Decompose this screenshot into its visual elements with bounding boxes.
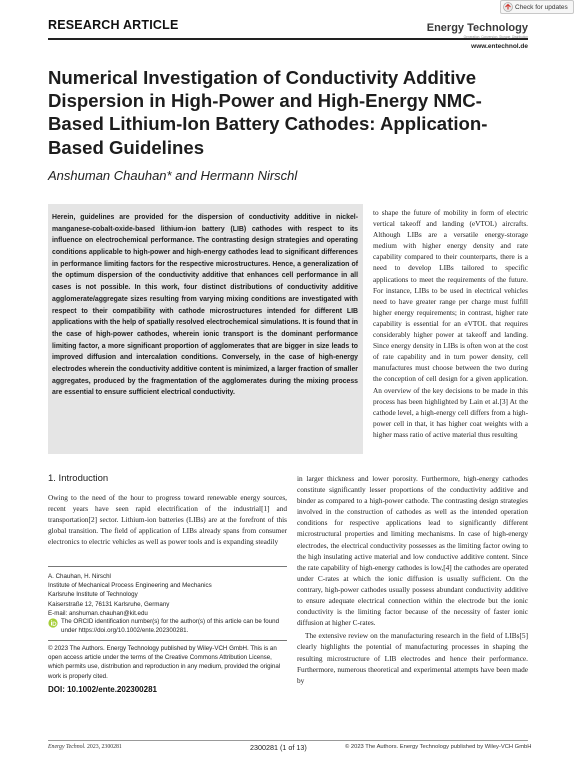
journal-name: Energy Technology xyxy=(426,22,528,34)
copyright-notice: © 2023 The Authors. Energy Technology published by Wiley-VCH GmbH. This is an open access article under the terms of the Creative Commons Attribution License, which permits use, distribution and reproduction in any medium, provided the original work is properly cited. xyxy=(48,645,281,680)
body-paragraph: in larger thickness and lower porosity. Furthermore, high-energy cathodes constitute significantly lesser proportions of the conductivity additive and binder as compared to a high-power cathode. The contrasting design strategies involved in the construction of cathodes as well as the intended operation conditions for respective applications lead to significantly different microstructural properties and limiting mechanisms. In case of high-energy electrodes, the electrical conductivity possesses as the limiting factor owing to the high insulating active material and low conductive additive content. Since the rate capability of high-energy cathodes is low,[4] the cathodes are operated under C-rates at which the ionic diffusion is usually sufficient. On the contrary, high-power cathodes usually possess abundant conductivity additive to ensure adequate electrical connection within the electrode but the ionic conductivity is the limiting factor because of the necessity of faster ionic diffusion at higher C-rates. xyxy=(297,474,528,628)
affiliation-line: A. Chauhan, H. Nirschl xyxy=(48,573,111,580)
right-column-top-text: to shape the future of mobility in form of electric vertical takeoff and landing (eVTOL) aircrafts. Although LIBs are a versatile energy-storage medium with higher energy density and rate capability compared to their counterparts, there is a need to develop LIBs tailored to specific applications to meet the requirements of the future. For instance, LIBs to be used in electrical vehicles need to have greater range per charge must fulfill higher energy requirements; in contrast, higher rate capability is essential for an eVTOL that requires considerably higher power at takeoff and landing. Since energy density in LIBs is often won at the cost of rate capability and in turn power density, cell manufactures must choose between the two during the conception of cell design for a given application. An overview of the key decisions to be made in this process has been highlighted by Lain et al.[3] At the cathode level, a high-energy cell differs from a high-power cell in that, it has higher coat weights with a higher mass ratio of active material thus resulting xyxy=(373,208,528,439)
section-label: RESEARCH ARTICLE xyxy=(48,18,179,32)
check-for-updates-button[interactable] xyxy=(500,0,574,14)
author-list: Anshuman Chauhan* and Hermann Nirschl xyxy=(48,168,298,183)
section-heading-introduction: 1. Introduction xyxy=(48,473,109,484)
author-email[interactable]: E-mail: anshuman.chauhan@kit.edu xyxy=(48,609,148,617)
footer-rule xyxy=(48,740,528,741)
right-column-main-text xyxy=(297,473,528,686)
header-rule xyxy=(48,38,528,40)
check-updates-label: Check for updates xyxy=(515,3,568,11)
footer-rights: © 2023 The Authors. Energy Technology published by Wiley-VCH GmbH xyxy=(345,744,532,750)
footer-citation xyxy=(48,744,122,750)
article-title: Numerical Investigation of Conductivity Additive Dispersion in High-Power and High-Energy NMC-Based Lithium-Ion Battery Cathodes: Application-Based Guidelines xyxy=(48,67,488,158)
affiliation-line: Kaiserstraße 12, 76131 Karlsruhe, Germany xyxy=(48,600,170,608)
affiliation-block xyxy=(48,572,287,618)
affiliation-divider xyxy=(48,566,287,567)
introduction-text: Owing to the need of the hour to progress toward renewable energy sources, recent years have seen rapid electrification of the industrial[1] and transportation[2] sector. Lithium-ion batteries (LIBs) are at the forefront of this global transition. The field of application of LIBs already spans from consumer electronics to electric vehicles as well as power tools and is expanding steadily xyxy=(48,493,287,547)
affiliation-line: Karlsruhe Institute of Technology xyxy=(48,591,138,599)
journal-tagline: Generation, Conversion, Storage, Distribution xyxy=(463,35,528,39)
footer-journal-abbrev: Energy Technol. xyxy=(48,744,86,750)
orcid-icon xyxy=(48,618,58,628)
body-paragraph: The extensive review on the manufacturing research in the field of LIBs[5] clearly highlights the potential of manufacturing processes in shaping the resulting microstructure of LIB electrodes and hence their performance. Furthermore, numerous theoretical and experimental attempts have been made by xyxy=(297,631,528,685)
footer-year-page: 2023, 2300281 xyxy=(85,744,122,750)
doi-link[interactable]: DOI: 10.1002/ente.202300281 xyxy=(48,685,157,694)
check-updates-icon xyxy=(503,2,513,12)
orcid-text[interactable]: The ORCID identification number(s) for the author(s) of this article can be found under https://doi.org/10.1002/ente.202300281. xyxy=(61,618,280,635)
affiliation-line: Institute of Mechanical Process Engineering and Mechanics xyxy=(48,582,212,590)
journal-url[interactable]: www.entechnol.de xyxy=(471,43,528,50)
abstract-text: Herein, guidelines are provided for the dispersion of conductivity additive in nickel-manganese-cobalt-oxide-based lithium-ion battery (LIB) cathodes with respect to its influence on electrochemical performance. The contrasting design strategies and operating conditions applicable to high-power and high-energy cathodes lead to significant differences in performance limiting factors for the respective microstructures. Hence, a generalization of the optimum dispersion of the conductivity additive that enhances cell performance in all cases is not possible. In this work, four distinct distributions of conductivity additive agglomerate/aggregate sizes resulting from varying mixing conditions are investigated with respect to their compatibility with cathode microstructures intended for different LIB applications with the help of spatially resolved electrochemical simulations. It is found that in the case of high-power cathodes, wherein ionic transport is the dominant performance limiting factor, a more significant proportion of agglomerates that are bigger in size leads to improved diffusion and intercalation conditions. Conversely, in the case of high-energy electrodes wherein the conductivity additive content is minimized, a larger fraction of smaller aggregates, produced by the fragmentation of the agglomerates during the mixing process are essential to ensure sufficient electrical conductivity. xyxy=(52,214,358,397)
copyright-divider xyxy=(48,640,287,641)
page-number: 2300281 (1 of 13) xyxy=(250,743,307,752)
orcid-note xyxy=(48,617,287,635)
